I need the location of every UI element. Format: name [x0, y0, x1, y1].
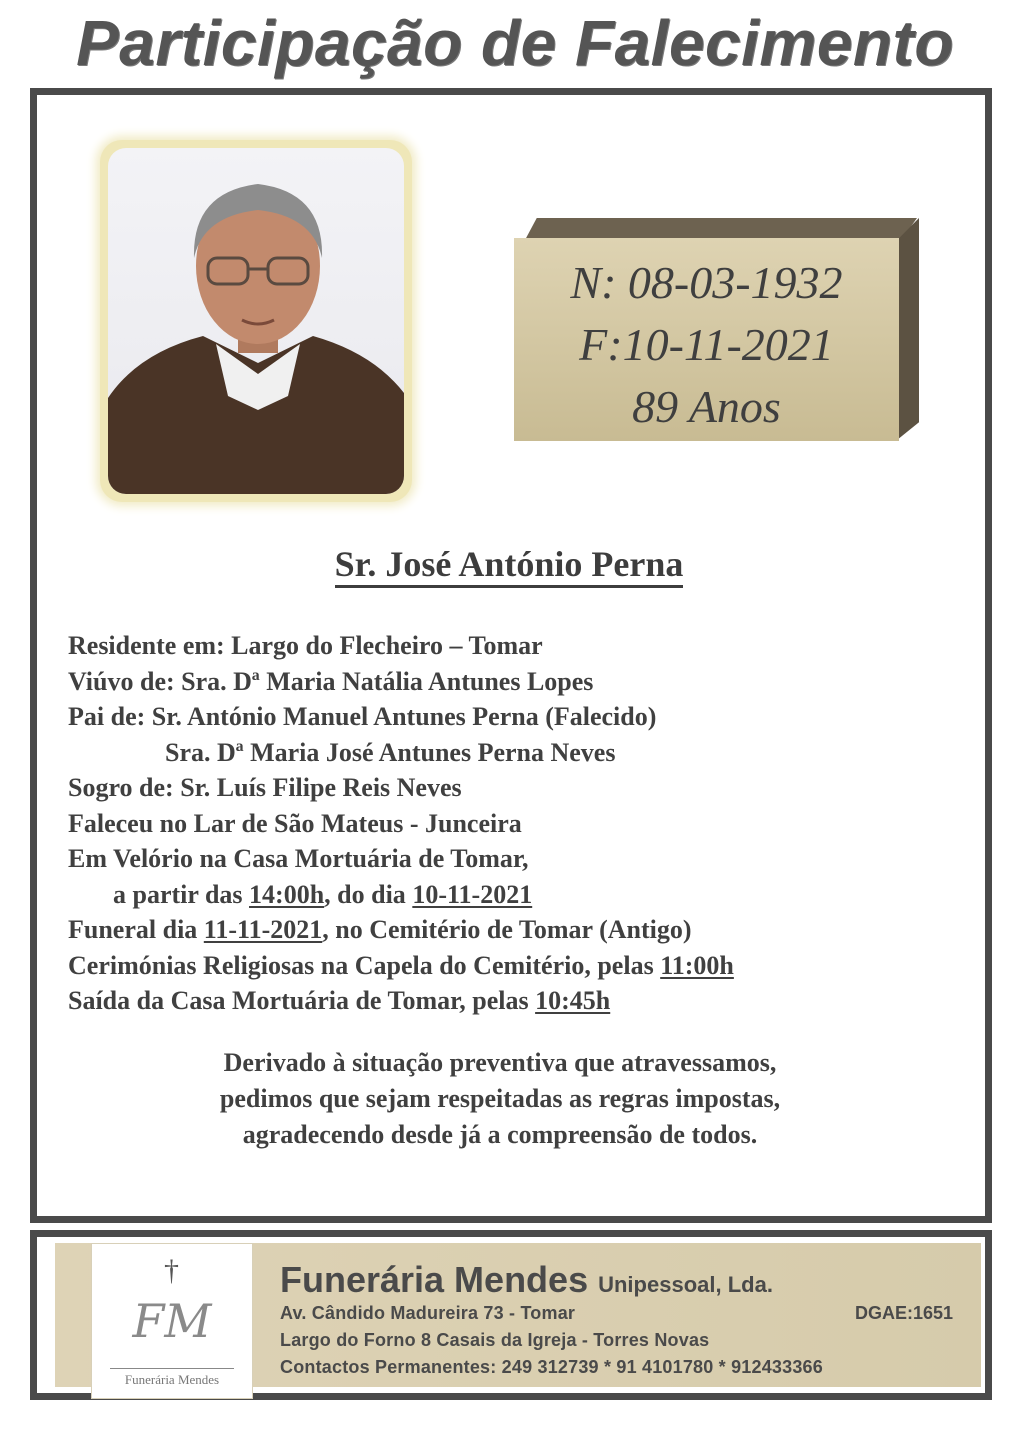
widower-line: Viúvo de: Sra. Dª Maria Natália Antunes Lopes	[68, 666, 594, 696]
funeral-date: 11-11-2021	[203, 915, 323, 944]
wake-from-text: a partir das	[113, 879, 250, 909]
dates-plaque	[514, 238, 899, 441]
birth-date: N: 08-03-1932	[570, 257, 843, 308]
details-block	[68, 628, 968, 1019]
ceremony-line	[68, 948, 968, 984]
departure-line	[68, 983, 968, 1019]
wake-date: 10-11-2021	[412, 879, 533, 909]
ceremony-prefix: Cerimónias Religiosas na Capela do Cemitério, pelas	[68, 950, 661, 980]
cross-icon: †	[164, 1254, 179, 1287]
departure-time: 10:45h	[535, 986, 611, 1015]
contacts-line: Contactos Permanentes: 249 312739 * 91 4101780 * 912433366	[280, 1357, 823, 1377]
age: 89 Anos	[632, 381, 781, 432]
father-of-line-2: Sra. Dª Maria José Antunes Perna Neves	[165, 737, 616, 767]
stone-plaque-top	[525, 218, 917, 240]
company-main: Funerária Mendes	[280, 1259, 589, 1300]
notice-line-1: Derivado à situação preventiva que atravessamos,	[223, 1048, 777, 1077]
notice-line-2: pedimos que sejam respeitadas as regras impostas,	[219, 1084, 781, 1113]
page-title: Participação de Falecimento	[76, 7, 954, 79]
died-at-line: Faleceu no Lar de São Mateus - Junceira	[68, 808, 522, 838]
funeral-home-footer	[30, 1230, 992, 1400]
funeral-prefix: Funeral dia	[68, 915, 204, 944]
logo-divider	[110, 1368, 234, 1369]
death-date: F:10-11-2021	[579, 319, 834, 370]
wake-line: Em Velório na Casa Mortuária de Tomar,	[68, 844, 529, 873]
funeral-home-logo	[91, 1243, 253, 1399]
wake-time: 14:00h	[249, 879, 325, 909]
address-line-2: Largo do Forno 8 Casais da Igreja - Torres Novas	[280, 1330, 710, 1350]
portrait-frame	[100, 140, 412, 502]
deceased-name-block	[0, 543, 1018, 585]
company-suffix: Unipessoal, Lda.	[598, 1272, 773, 1297]
portrait-photo	[108, 148, 404, 494]
notice-line-3: agradecendo desde já a compreensão de todos.	[242, 1120, 758, 1149]
stone-plaque-side	[897, 218, 919, 440]
funeral-suffix: , no Cemitério de Tomar (Antigo)	[322, 915, 692, 944]
departure-prefix: Saída da Casa Mortuária de Tomar, pelas	[68, 986, 536, 1015]
residence-line: Residente em: Largo do Flecheiro – Tomar	[68, 631, 543, 660]
deceased-name: Sr. José António Perna	[335, 544, 684, 588]
funeral-line	[68, 912, 968, 948]
ceremony-time: 11:00h	[660, 950, 734, 980]
dgae-number: DGAE:1651	[855, 1303, 954, 1323]
covid-notice	[0, 1045, 1000, 1153]
father-of-line: Pai de: Sr. António Manuel Antunes Perna (Falecido)	[68, 702, 657, 731]
footer-band	[55, 1243, 981, 1387]
address-line-1: Av. Cândido Madureira 73 - Tomar	[280, 1303, 576, 1323]
wake-time-line	[68, 877, 968, 913]
logo-monogram: FM	[132, 1294, 212, 1348]
logo-name: Funerária Mendes	[124, 1372, 220, 1387]
company-name	[280, 1259, 773, 1301]
wake-day-text: , do dia	[324, 879, 413, 909]
father-in-law-line: Sogro de: Sr. Luís Filipe Reis Neves	[68, 773, 462, 802]
